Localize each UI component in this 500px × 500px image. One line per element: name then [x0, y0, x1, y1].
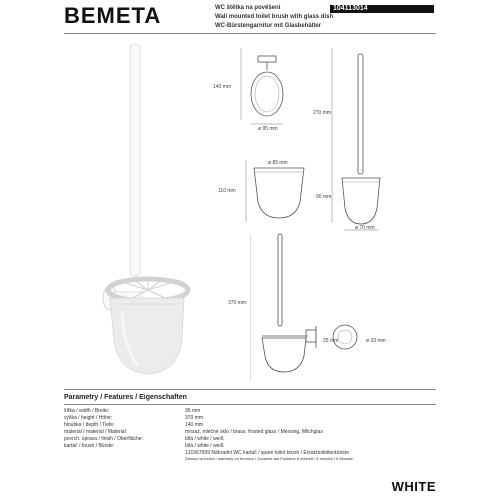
drawing-top — [225, 48, 300, 128]
params-title: Parametry / Features / Eigenschaften — [64, 394, 187, 401]
brand-logo: BEMETA — [64, 3, 162, 28]
dim-total-height: 370 mm — [228, 300, 247, 306]
dim-top-diameter: ø 95 mm — [258, 126, 278, 132]
drawing-brush-side — [330, 48, 390, 233]
param-value: 370 mm — [185, 415, 204, 421]
params-title-underline — [64, 404, 436, 405]
param-key: šířka / width / Breite: — [64, 408, 110, 414]
dim-wall-offset: 25 mm — [323, 338, 339, 344]
title-cz: WC štětka na pověšení — [215, 5, 281, 11]
param-value: bílá / white / weiß — [185, 436, 224, 442]
params-divider — [64, 389, 436, 390]
param-value: 95 mm — [185, 408, 201, 414]
finish-label: WHITE — [391, 479, 436, 494]
param-key: hloubka / depth / Tiefe: — [64, 422, 115, 428]
dim-brush-base: ø 70 mm — [355, 225, 375, 231]
param-key: výška / height / Höhe: — [64, 415, 113, 421]
param-value: Záruka na funkci / warranty on function / Garantie auf Funktion 6 měsíců / 6 months / 6 Monate — [185, 456, 353, 461]
product-photo — [64, 40, 214, 385]
drawing-assembled — [250, 230, 390, 385]
dim-top-height: 140 mm — [213, 84, 232, 90]
header-divider — [64, 33, 436, 34]
dim-brush-head: 90 mm — [316, 194, 332, 200]
param-value: 131567009 Náhradní WC kartáč / spare toilet brush / Ersatztoilettenbürste — [185, 450, 349, 456]
param-key: povrch. úprava / finish / Oberfläche: — [64, 436, 143, 442]
param-value: mosaz, mléčné sklo / brass, frosted glass / Messing, Milchglas — [185, 429, 323, 435]
title-en: Wall mounted toilet brush with glass dish — [215, 14, 334, 20]
param-key: kartáč / brush / Bürste: — [64, 443, 115, 449]
dim-brush-height: 270 mm — [313, 110, 332, 116]
dim-glass-diameter: ø 85 mm — [268, 160, 288, 166]
product-code: 104113014 — [330, 5, 434, 13]
drawing-glass — [240, 160, 310, 222]
title-de: WC-Bürstengarnitur mit Glasbehälter — [215, 23, 322, 29]
dim-rosette-diameter: ø 33 mm — [366, 338, 386, 344]
param-value: bílá / white / weiß — [185, 443, 224, 449]
param-value: 140 mm — [185, 422, 204, 428]
dim-glass-height: 110 mm — [218, 188, 236, 194]
param-key: materiál / material / Material: — [64, 429, 128, 435]
